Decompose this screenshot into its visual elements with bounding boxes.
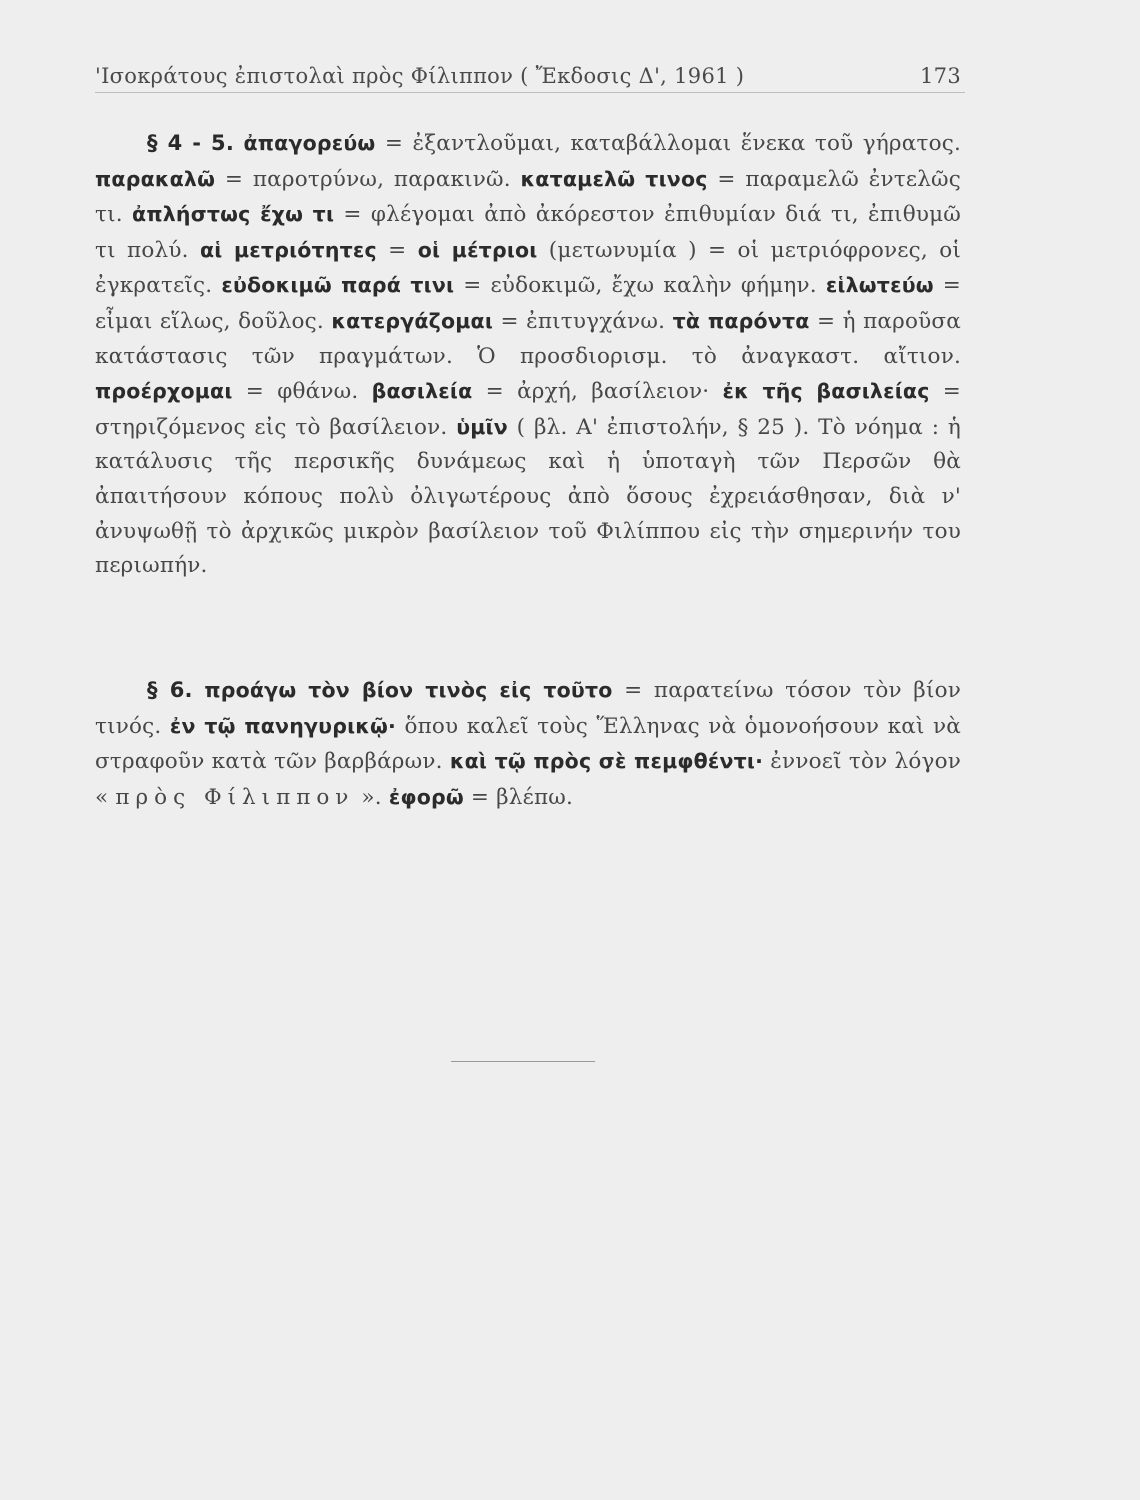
end-rule: [451, 1061, 595, 1062]
gloss: = παροτρύνω, παρακινῶ.: [215, 166, 521, 192]
lemma: τὰ παρόντα: [672, 308, 810, 333]
lemma: παρακαλῶ: [95, 166, 216, 191]
gloss: = στηριζόμενος εἰς τὸ βασίλειον.: [95, 379, 961, 440]
commentary-section-4-5: [95, 126, 961, 584]
gloss: = εὐδοκιμῶ, ἔχω καλὴν φήμην.: [454, 273, 826, 299]
gloss: = βλέπω.: [463, 784, 574, 810]
lemma: εὐδοκιμῶ παρά τινι: [221, 273, 455, 298]
page-number: 173: [920, 64, 961, 88]
gloss: ὅπου καλεῖ τοὺς Ἕλληνας νὰ ὁμονοήσουν καὶ νὰ στραφοῦν κατὰ τῶν βαρβάρων.: [95, 713, 961, 775]
lemma: προέρχομαι: [95, 379, 233, 404]
lemma: καὶ τῷ πρὸς σὲ πεμφθέντι·: [449, 749, 764, 774]
lemma: ὑμῖν: [456, 414, 508, 439]
lemma: προάγω τὸν βίον τινὸς εἰς τοῦτο: [204, 678, 613, 702]
spaced-title: πρὸς Φίλιππον: [115, 784, 355, 810]
lemma: αἱ μετριότητες: [199, 237, 377, 262]
lemma: ἐν τῷ πανηγυρικῷ·: [169, 713, 397, 738]
lemma: καταμελῶ τινος: [520, 166, 708, 191]
commentary-section-6: [95, 673, 961, 815]
lemma: βασιλεία: [371, 379, 473, 404]
section-label: § 4 - 5.: [147, 131, 235, 155]
lemma: ἐφορῶ: [388, 784, 464, 809]
gloss: = φλέγομαι ἀπὸ ἀκόρεστον ἐπιθυμίαν διά τι, ἐπιθυμῶ τι πολύ.: [95, 202, 962, 263]
section-label: § 6.: [147, 678, 193, 702]
lemma: ἀπλήστως ἔχω τι: [132, 202, 335, 227]
header-rule: [95, 92, 965, 93]
gloss: ».: [354, 784, 389, 810]
paragraph: [95, 126, 961, 584]
gloss: = φθάνω.: [232, 379, 372, 405]
running-header: [95, 64, 965, 88]
gloss: = ἡ παροῦσα κατάστασις τῶν πραγμάτων. Ὁ προσδιορισμ. τὸ ἀναγκαστ. αἴτιον.: [95, 308, 961, 369]
gloss: = εἶμαι εἵλως, δοῦλος.: [95, 273, 962, 334]
gloss: = ἀρχή, βασίλειον·: [472, 379, 723, 405]
lemma: οἱ μέτριοι: [417, 237, 538, 262]
lemma: ἀπαγορεύω: [243, 131, 376, 155]
gloss: =: [376, 237, 418, 263]
lemma: ἐκ τῆς βασιλείας: [722, 379, 930, 404]
gloss: = ἐξαντλοῦμαι, καταβάλλομαι ἕνεκα τοῦ γήρατος.: [375, 131, 961, 156]
gloss: = παραμελῶ ἐντελῶς τι.: [95, 166, 962, 228]
lemma: εἱλωτεύω: [825, 273, 934, 298]
paragraph: [95, 673, 961, 815]
running-title: 'Ισοκράτους ἐπιστολαὶ πρὸς Φίλιππον ( Ἔκδοσις Δ', 1961 ): [95, 64, 745, 88]
gloss: ( βλ. Α' ἐπιστολήν, § 25 ). Τὸ νόημα : ἡ κατάλυσις τῆς περσικῆς δυνάμεως καὶ ἡ ὑποταγὴ τῶν Περσῶν θὰ ἀπαιτήσουν κόπους πολὺ ὀλιγωτέρους ἀπὸ ὅσους ἐχρειάσθησαν, διὰ ν' ἀνυψωθῇ τὸ ἀρχικῶς μικρὸν βασίλειον τοῦ Φιλίππου εἰς τὴν σημερινήν του περιωπήν.: [95, 414, 961, 579]
gloss: = παρατείνω τόσον τὸν βίον τινός.: [95, 678, 961, 739]
gloss: = ἐπιτυγχάνω.: [493, 308, 673, 334]
gloss: (μετωνυμία ) = οἱ μετριόφρονες, οἱ ἐγκρατεῖς.: [95, 237, 961, 299]
lemma: κατεργάζομαι: [331, 308, 494, 333]
gloss: ἐννοεῖ τὸν λόγον «: [95, 749, 961, 810]
